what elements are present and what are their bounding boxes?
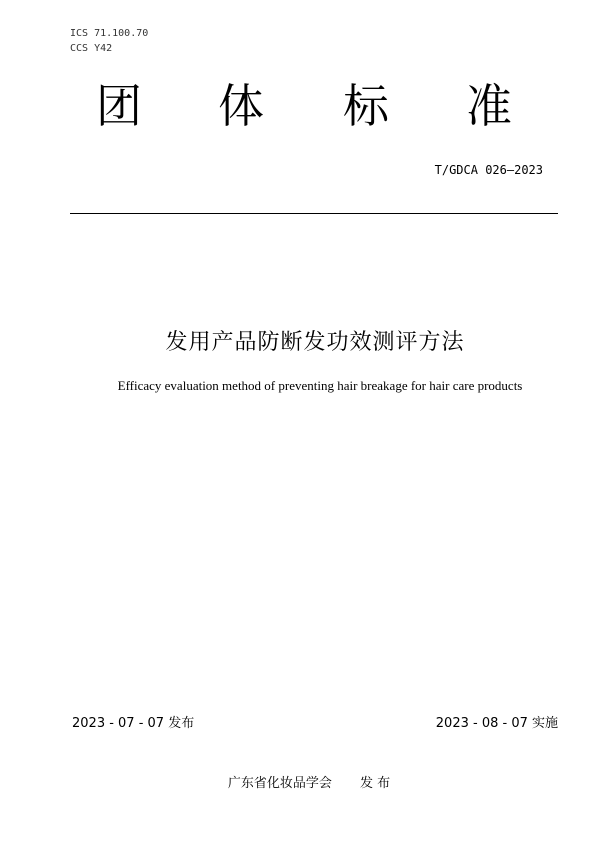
ccs-code: CCS Y42 bbox=[70, 43, 113, 54]
issuer-action: 发 布 bbox=[359, 776, 391, 791]
issuer-line bbox=[0, 776, 600, 792]
document-title-chinese: 发用产品防断发功效测评方法 bbox=[165, 330, 465, 355]
document-title-english: Efficacy evaluation method of preventing hair breakage for hair care products bbox=[117, 378, 523, 393]
header-divider bbox=[70, 213, 558, 214]
standard-type-char: 团 bbox=[96, 79, 142, 133]
issuer-name: 广东省化妆品学会 bbox=[227, 776, 332, 791]
standard-type-char: 准 bbox=[466, 79, 512, 133]
publish-date: 2023 - 07 - 07 发布 bbox=[72, 716, 195, 731]
document-number: T/GDCA 026—2023 bbox=[434, 163, 543, 177]
standard-type-char: 体 bbox=[218, 79, 264, 133]
implementation-date: 2023 - 08 - 07 实施 bbox=[435, 716, 558, 731]
standard-type-char: 标 bbox=[343, 79, 389, 133]
ics-code: ICS 71.100.70 bbox=[70, 28, 149, 39]
